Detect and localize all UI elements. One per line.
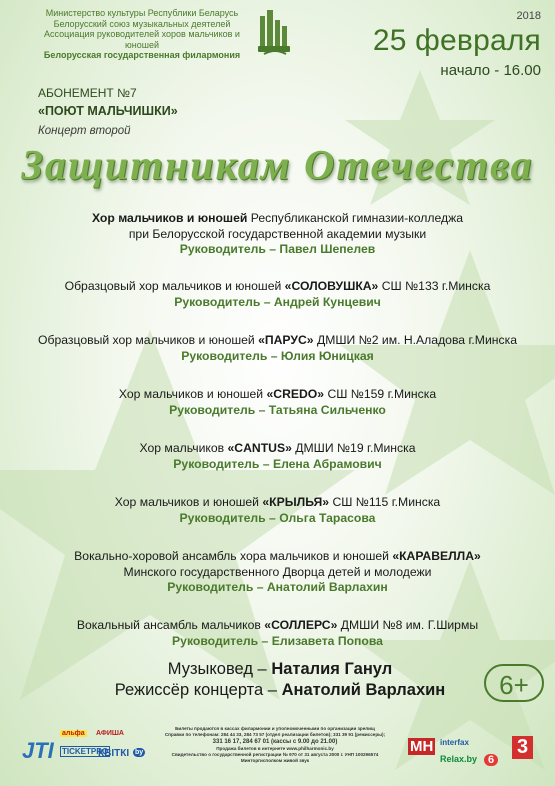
- ticket-info: [150, 726, 400, 764]
- choir-entry: [0, 441, 555, 472]
- fineprint-line: 331 16 17, 284 67 01 (кассы с 9.00 до 21.00): [212, 739, 338, 745]
- organizers-block: [26, 8, 258, 61]
- choir-entry: [0, 495, 555, 526]
- start-time: начало - 16.00: [440, 62, 541, 79]
- choir-text: Хор мальчиков и юношей: [118, 387, 267, 401]
- choir-text: Образцовый хор мальчиков и юношей: [64, 279, 285, 293]
- choir-lead: Хор мальчиков и юношей: [91, 211, 248, 225]
- relax-logo: Relax.by: [440, 754, 478, 764]
- choir-director: Руководитель – Татьяна Сильченко: [169, 402, 386, 417]
- choir-name: «КРЫЛЬЯ»: [262, 495, 330, 509]
- choir-text: при Белорусской государственной академии музыки: [128, 226, 427, 241]
- choir-director: Руководитель – Анатолий Варлахин: [167, 580, 388, 594]
- mn-logo: МН: [410, 738, 434, 755]
- credit-role: Музыковед –: [167, 660, 272, 678]
- concert-date: 25 февраля: [372, 24, 541, 57]
- choir-director: Руководитель – Елизавета Попова: [172, 633, 383, 648]
- organizer-line: Министерство культуры Республики Беларусь: [45, 8, 239, 18]
- fineprint-line: Свидетельство о государственной регистрации № 970 от 31 августа 2000 г. УНП 100296574: [171, 752, 379, 757]
- choir-director: Руководитель – Ольга Тарасова: [179, 510, 376, 525]
- choir-text: ДМШИ №8 им. Г.Ширмы: [337, 618, 479, 632]
- choir-text: СШ №159 г.Минска: [324, 387, 437, 401]
- choir-entry: [0, 387, 555, 418]
- choir-entry: [0, 549, 555, 596]
- concert-number: Концерт второй: [38, 125, 131, 137]
- musicologist-line: [90, 659, 470, 680]
- choir-name: «ПАРУС»: [258, 333, 314, 347]
- fineprint-line: Справки по телефонам: 284 44 33, 284 73 57 (отдел реализации билетов); 331 39 91 (режиссеры);: [164, 732, 386, 737]
- choir-name: «CANTUS»: [227, 441, 292, 455]
- channel-three-logo: 3: [512, 736, 533, 759]
- interfax-logo: interfax: [440, 738, 469, 747]
- main-title: Защитникам Отечества: [21, 143, 534, 189]
- jti-logo: JTI: [22, 738, 54, 763]
- age-rating-badge: 6+: [484, 664, 544, 702]
- fineprint-line: Продажа билетов в интернете www.philharmonic.by: [216, 746, 334, 751]
- stage-director-line: [90, 680, 470, 701]
- channel-six-logo: 6: [484, 754, 498, 766]
- choir-director: Руководитель – Елена Абрамович: [173, 456, 382, 471]
- alfa-radio-logo: альфа: [62, 730, 85, 737]
- choir-text: Вокально-хоровой ансамбль хора мальчиков и юношей: [74, 549, 393, 563]
- organizer-line: Ассоциация руководителей хоров мальчиков и юношей: [44, 29, 240, 50]
- afisha-logo: АФИША: [96, 730, 124, 737]
- choir-text: ДМШИ №2 им. Н.Аладова г.Минска: [313, 333, 517, 347]
- choir-text: Вокальный ансамбль мальчиков: [76, 618, 265, 632]
- choir-director: Руководитель – Андрей Кунцевич: [174, 294, 381, 309]
- choir-entry: [0, 333, 555, 364]
- choir-text: Образцовый хор мальчиков и юношей: [38, 333, 259, 347]
- choir-director: Руководитель – Павел Шепелев: [179, 242, 376, 256]
- credit-role: Режиссёр концерта –: [114, 681, 282, 699]
- credit-name: Анатолий Варлахин: [281, 681, 446, 699]
- organizer-line: Белорусская государственная филармония: [43, 50, 241, 60]
- choir-name: «СОЛЛЕРС»: [264, 618, 338, 632]
- organizer-line: Белорусский союз музыкальных деятелей: [53, 18, 231, 29]
- choir-text: Минского государственного Дворца детей и молодежи: [123, 564, 432, 579]
- choir-text: СШ №115 г.Минска: [329, 495, 441, 509]
- series-title: «ПОЮТ МАЛЬЧИШКИ»: [38, 104, 178, 118]
- choir-name: «КАРАВЕЛЛА»: [392, 549, 481, 563]
- kvitki-logo: КВІТКІ: [98, 748, 130, 759]
- choir-text: Хор мальчиков и юношей: [114, 495, 263, 509]
- choir-text: Республиканской гимназии-колледжа: [247, 211, 464, 225]
- choir-name: «СОЛОВУШКА»: [284, 279, 379, 293]
- credit-name: Наталия Ганул: [271, 660, 393, 678]
- ticketpro-logo: TICKETPRO: [62, 747, 109, 756]
- choir-name: «CREDO»: [266, 387, 325, 401]
- choir-entry: [0, 211, 555, 258]
- choir-text: Хор мальчиков: [139, 441, 228, 455]
- fineprint-line: Билеты продаются в кассах филармонии и уполномоченными по организации зрелищ: [175, 726, 375, 731]
- abonement-label: АБОНЕМЕНТ №7: [38, 86, 137, 100]
- choir-text: ДМШИ №19 г.Минска: [291, 441, 416, 455]
- year: 2018: [516, 10, 541, 22]
- kvitki-by-badge: by: [135, 749, 144, 756]
- choir-text: СШ №133 г.Минска: [378, 279, 491, 293]
- fineprint-line: Минторгисполком живой звук: [240, 758, 310, 763]
- philharmonic-logo-icon: [256, 6, 294, 58]
- choir-entry: [0, 279, 555, 310]
- choir-director: Руководитель – Юлия Юницкая: [181, 348, 374, 363]
- choir-entry: [0, 618, 555, 649]
